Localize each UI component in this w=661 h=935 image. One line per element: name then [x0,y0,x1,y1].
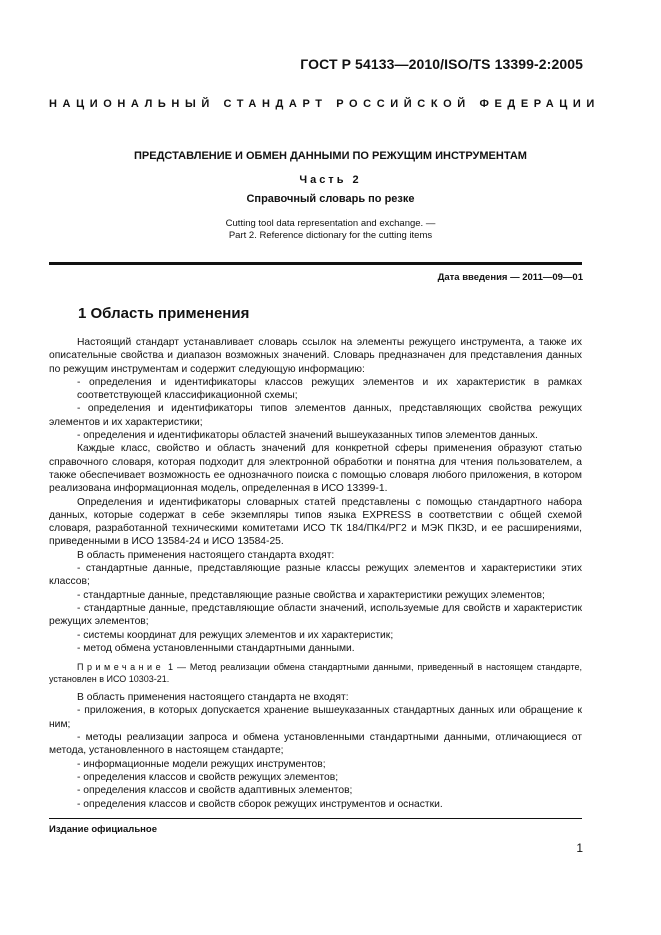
english-title [0,218,661,242]
list-item: - стандартные данные, представляющие разные свойства и характеристики режущих элементов; [77,589,545,601]
list-item: - информационные модели режущих инструментов; [77,758,326,770]
section-body [49,336,582,811]
note-text: 1 — Метод реализации обмена стандартными данными, приведенный в настоящем стандарте, установлен в ИСО 10303-21. [49,662,582,685]
section-heading: 1 Область применения [78,305,250,322]
list-item: - методы реализации запроса и обмена установленными стандартными данными, отличающиеся от метода, установленного в настоящем стандарте; [49,732,582,757]
paragraph: Определения и идентификаторы словарных статей представлены с помощью стандартного набора данных, которые содержат в себе экземпляры типов языка EXPRESS в соответствии с общей схемой словаря, разработанной техническими комитетами ИСО ТК 184/ПК4/РГ2 и МЭК ПК3D, и ее расширениями, приведенными в ИСО 13584-24 и ИСО 13584-25. [49,496,582,548]
page-number: 1 [576,841,583,855]
list-item: - определения и идентификаторы областей значений вышеуказанных типов элементов данных. [77,430,538,442]
paragraph: В область применения настоящего стандарта не входят: [77,692,349,704]
official-edition-label: Издание официальное [49,824,157,835]
note [49,661,582,685]
list-item: - стандартные данные, представляющие области значений, используемые для свойств и характеристик режущих элементов; [49,602,582,628]
part-label: Часть 2 [299,174,362,186]
list-item: - определения классов и свойств адаптивных элементов; [77,785,353,797]
list-item: - определения классов и свойств сборок режущих инструментов и оснастки. [77,798,443,810]
english-title-line2: Part 2. Reference dictionary for the cutting items [228,230,433,241]
footer-divider [49,818,582,819]
list-item: - системы координат для режущих элементов и их характеристик; [77,629,394,641]
list-item: - приложения, в которых допускается хранение вышеуказанных стандартных данных или обращение к ним; [49,705,582,730]
list-item: - метод обмена установленными стандартными данными. [77,642,355,654]
list-item: - стандартные данные, представляющие разные классы режущих элементов и характеристики этих классов; [49,563,582,588]
english-title-line1: Cutting tool data representation and exchange. — [225,218,436,229]
list-item: - определения и идентификаторы типов элементов данных, представляющих свойства режущих элементов и их характеристики; [49,403,582,428]
gost-code: ГОСТ Р 54133—2010/ISO/TS 13399-2:2005 [300,56,583,72]
paragraph: Настоящий стандарт устанавливает словарь ссылок на элементы режущего инструмента, а также их описательные свойства и диапазон возможных значений. Словарь предназначен для представления данных по режущим инструментам и содержит следующую информацию: [49,337,582,375]
paragraph: Каждые класс, свойство и область значений для конкретной сферы применения образуют статью справочного словаря, которая подходит для электронной обработки и понятна для чтения пользователем, а также обеспечивает возможность ее однозначного поиска с помощью словаря любого приложения, в котором реализована информационная модель, определенная в ИСО 13399-1. [49,443,582,495]
paragraph: В область применения настоящего стандарта входят: [77,549,335,561]
list-item: - определения классов и свойств режущих элементов; [77,771,339,783]
introduction-date: Дата введения — 2011—09—01 [437,272,583,283]
title-divider [49,262,582,265]
document-subtitle: Справочный словарь по резке [246,193,415,205]
national-standard-banner: НАЦИОНАЛЬНЫЙ СТАНДАРТ РОССИЙСКОЙ ФЕДЕРАЦИИ [49,98,600,110]
note-label: Примечание [77,662,165,673]
list-item: - определения и идентификаторы классов режущих элементов и их характеристик в рамках соответствующей классификационной схемы; [77,376,582,402]
document-title: ПРЕДСТАВЛЕНИЕ И ОБМЕН ДАННЫМИ ПО РЕЖУЩИМ ИНСТРУМЕНТАМ [134,150,527,162]
